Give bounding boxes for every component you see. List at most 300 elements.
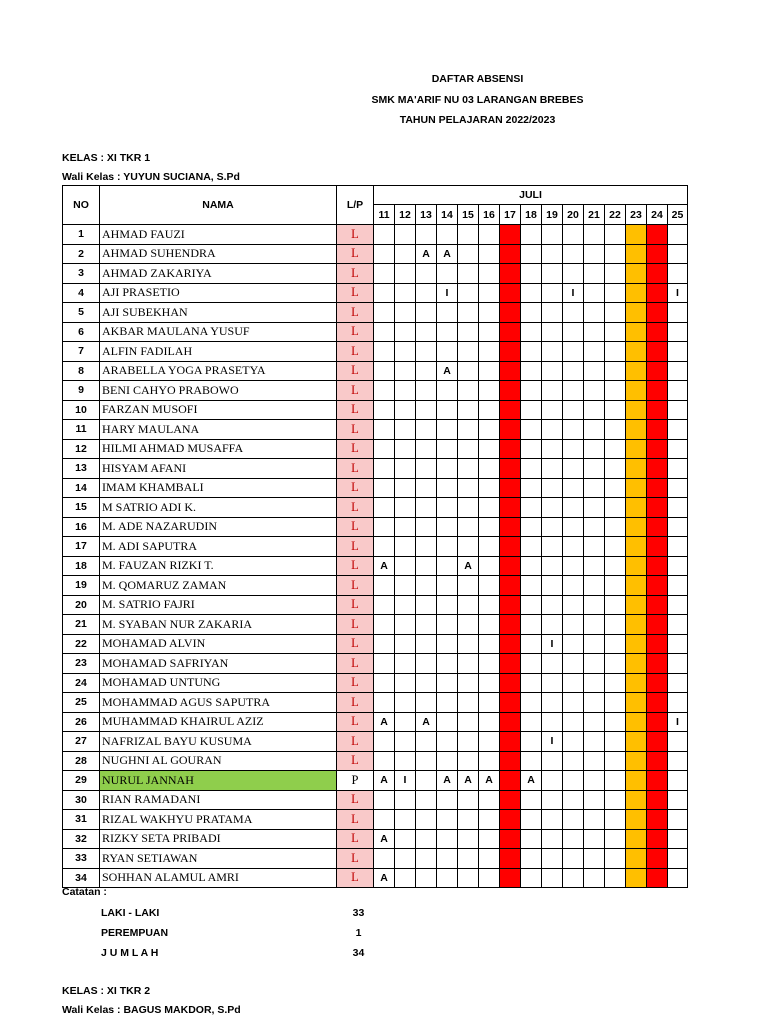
school-name: SMK MA'ARIF NU 03 LARANGAN BREBES — [371, 94, 584, 106]
row-number: 3 — [63, 264, 100, 284]
gender-cell: L — [337, 790, 374, 810]
row-number: 25 — [63, 693, 100, 713]
attendance-cell — [605, 459, 626, 479]
attendance-cell — [563, 322, 584, 342]
attendance-cell — [626, 810, 647, 830]
attendance-cell — [542, 576, 563, 596]
attendance-cell — [458, 654, 479, 674]
attendance-cell — [416, 634, 437, 654]
attendance-cell — [647, 517, 668, 537]
attendance-cell — [437, 849, 458, 869]
attendance-cell — [521, 264, 542, 284]
attendance-cell — [626, 342, 647, 362]
gender-cell: L — [337, 244, 374, 264]
attendance-cell — [374, 537, 395, 557]
attendance-cell — [605, 829, 626, 849]
attendance-cell — [626, 673, 647, 693]
attendance-cell — [437, 381, 458, 401]
attendance-cell — [563, 361, 584, 381]
attendance-cell — [542, 264, 563, 284]
attendance-cell — [605, 576, 626, 596]
attendance-cell — [584, 654, 605, 674]
attendance-cell — [395, 342, 416, 362]
attendance-cell — [584, 868, 605, 888]
attendance-cell — [626, 303, 647, 323]
attendance-cell — [479, 810, 500, 830]
attendance-cell — [521, 615, 542, 635]
table-row — [63, 244, 688, 264]
attendance-cell — [395, 595, 416, 615]
row-number: 13 — [63, 459, 100, 479]
class-label: KELAS : XI TKR 1 — [62, 152, 151, 164]
attendance-cell — [647, 634, 668, 654]
table-row — [63, 595, 688, 615]
attendance-cell — [668, 322, 688, 342]
row-number: 32 — [63, 829, 100, 849]
attendance-cell — [668, 868, 688, 888]
student-name: M. FAUZAN RIZKI T. — [100, 556, 337, 576]
day-header: 13 — [416, 205, 437, 225]
attendance-cell — [374, 381, 395, 401]
attendance-cell — [605, 634, 626, 654]
attendance-cell — [563, 556, 584, 576]
row-number: 28 — [63, 751, 100, 771]
gender-cell: L — [337, 829, 374, 849]
attendance-cell — [479, 517, 500, 537]
attendance-cell — [500, 420, 521, 440]
attendance-cell — [395, 576, 416, 596]
attendance-cell — [395, 537, 416, 557]
gender-cell: L — [337, 225, 374, 245]
row-number: 2 — [63, 244, 100, 264]
attendance-cell — [584, 673, 605, 693]
attendance-cell — [626, 439, 647, 459]
attendance-cell — [479, 634, 500, 654]
attendance-cell — [668, 751, 688, 771]
attendance-cell — [395, 361, 416, 381]
attendance-cell — [605, 868, 626, 888]
attendance-cell — [668, 849, 688, 869]
row-number: 5 — [63, 303, 100, 323]
attendance-cell — [542, 712, 563, 732]
attendance-cell — [458, 381, 479, 401]
attendance-cell — [542, 225, 563, 245]
attendance-cell — [437, 517, 458, 537]
attendance-cell — [668, 673, 688, 693]
attendance-cell — [395, 790, 416, 810]
attendance-cell — [500, 459, 521, 479]
attendance-cell — [521, 459, 542, 479]
attendance-cell — [521, 322, 542, 342]
attendance-cell — [626, 634, 647, 654]
summary-value: 34 — [352, 947, 365, 959]
attendance-cell — [416, 829, 437, 849]
attendance-cell — [563, 537, 584, 557]
attendance-cell — [416, 849, 437, 869]
attendance-cell — [647, 556, 668, 576]
student-name: RIZKY SETA PRIBADI — [100, 829, 337, 849]
attendance-cell — [479, 849, 500, 869]
attendance-cell — [563, 303, 584, 323]
attendance-cell — [479, 654, 500, 674]
student-name: MOHAMAD SAFRIYAN — [100, 654, 337, 674]
gender-cell: L — [337, 517, 374, 537]
attendance-cell — [542, 517, 563, 537]
table-row — [63, 693, 688, 713]
attendance-cell — [395, 751, 416, 771]
attendance-cell — [542, 322, 563, 342]
attendance-cell — [479, 439, 500, 459]
table-row — [63, 829, 688, 849]
attendance-cell — [521, 868, 542, 888]
attendance-cell — [647, 244, 668, 264]
attendance-cell — [374, 459, 395, 479]
attendance-cell — [605, 615, 626, 635]
attendance-cell — [395, 849, 416, 869]
attendance-cell — [626, 693, 647, 713]
attendance-cell — [416, 732, 437, 752]
student-name: NUGHNI AL GOURAN — [100, 751, 337, 771]
attendance-cell: I — [395, 771, 416, 791]
attendance-cell — [584, 712, 605, 732]
attendance-cell — [668, 400, 688, 420]
attendance-cell — [605, 283, 626, 303]
attendance-cell — [626, 361, 647, 381]
attendance-cell — [668, 595, 688, 615]
attendance-cell — [605, 322, 626, 342]
gender-cell: L — [337, 849, 374, 869]
day-header: 15 — [458, 205, 479, 225]
student-name: NAFRIZAL BAYU KUSUMA — [100, 732, 337, 752]
attendance-cell — [521, 283, 542, 303]
student-name: M. SYABAN NUR ZAKARIA — [100, 615, 337, 635]
attendance-cell — [647, 673, 668, 693]
attendance-cell — [416, 868, 437, 888]
table-row — [63, 303, 688, 323]
attendance-cell — [437, 342, 458, 362]
attendance-cell — [605, 439, 626, 459]
attendance-cell — [374, 615, 395, 635]
attendance-cell — [584, 283, 605, 303]
attendance-cell — [647, 361, 668, 381]
row-number: 17 — [63, 537, 100, 557]
attendance-cell — [584, 732, 605, 752]
table-row — [63, 556, 688, 576]
attendance-cell — [479, 342, 500, 362]
attendance-cell — [626, 322, 647, 342]
gender-cell: L — [337, 303, 374, 323]
attendance-cell — [521, 478, 542, 498]
attendance-cell — [395, 556, 416, 576]
attendance-cell — [374, 751, 395, 771]
attendance-cell — [605, 712, 626, 732]
attendance-cell — [542, 303, 563, 323]
attendance-cell — [500, 439, 521, 459]
attendance-cell — [416, 439, 437, 459]
attendance-cell — [668, 244, 688, 264]
attendance-cell — [647, 868, 668, 888]
attendance-cell — [395, 615, 416, 635]
attendance-cell — [647, 790, 668, 810]
attendance-cell — [542, 829, 563, 849]
attendance-cell — [668, 771, 688, 791]
attendance-cell — [416, 498, 437, 518]
table-row — [63, 771, 688, 791]
attendance-cell — [626, 498, 647, 518]
attendance-cell — [605, 654, 626, 674]
attendance-cell — [605, 303, 626, 323]
attendance-cell — [563, 849, 584, 869]
row-number: 27 — [63, 732, 100, 752]
student-name: RYAN SETIAWAN — [100, 849, 337, 869]
attendance-cell — [542, 537, 563, 557]
attendance-cell — [479, 400, 500, 420]
attendance-cell — [458, 459, 479, 479]
attendance-cell — [605, 244, 626, 264]
attendance-cell — [584, 771, 605, 791]
attendance-cell — [647, 303, 668, 323]
attendance-cell — [479, 868, 500, 888]
attendance-cell — [563, 654, 584, 674]
attendance-cell — [563, 478, 584, 498]
attendance-cell — [542, 244, 563, 264]
attendance-cell — [668, 517, 688, 537]
table-row — [63, 868, 688, 888]
row-number: 12 — [63, 439, 100, 459]
attendance-cell — [626, 868, 647, 888]
attendance-cell — [416, 556, 437, 576]
attendance-cell: A — [479, 771, 500, 791]
attendance-cell — [416, 595, 437, 615]
attendance-cell — [500, 478, 521, 498]
attendance-cell: I — [542, 732, 563, 752]
attendance-cell — [500, 576, 521, 596]
attendance-cell: A — [521, 771, 542, 791]
attendance-cell — [626, 264, 647, 284]
row-number: 18 — [63, 556, 100, 576]
attendance-cell — [500, 829, 521, 849]
day-header: 23 — [626, 205, 647, 225]
student-name: AJI PRASETIO — [100, 283, 337, 303]
attendance-cell — [416, 342, 437, 362]
attendance-cell — [374, 498, 395, 518]
attendance-cell — [626, 420, 647, 440]
attendance-cell — [395, 517, 416, 537]
student-name: M SATRIO ADI K. — [100, 498, 337, 518]
attendance-cell — [668, 264, 688, 284]
attendance-cell — [605, 420, 626, 440]
attendance-cell — [605, 498, 626, 518]
attendance-cell — [437, 439, 458, 459]
day-header: 18 — [521, 205, 542, 225]
attendance-cell: I — [563, 283, 584, 303]
attendance-cell — [521, 595, 542, 615]
attendance-cell — [500, 400, 521, 420]
attendance-cell — [395, 225, 416, 245]
attendance-cell — [542, 556, 563, 576]
attendance-cell — [500, 751, 521, 771]
attendance-cell — [521, 342, 542, 362]
attendance-cell — [500, 283, 521, 303]
attendance-cell — [668, 576, 688, 596]
attendance-cell — [647, 810, 668, 830]
attendance-cell — [605, 537, 626, 557]
month-header: JULI — [374, 186, 688, 205]
attendance-cell — [542, 693, 563, 713]
attendance-cell — [584, 361, 605, 381]
attendance-cell — [437, 751, 458, 771]
attendance-cell — [605, 810, 626, 830]
attendance-cell — [647, 283, 668, 303]
attendance-cell — [500, 693, 521, 713]
attendance-cell — [374, 576, 395, 596]
attendance-cell — [647, 459, 668, 479]
attendance-cell — [668, 498, 688, 518]
table-row — [63, 849, 688, 869]
attendance-cell — [458, 225, 479, 245]
attendance-cell — [605, 751, 626, 771]
attendance-cell — [437, 303, 458, 323]
student-name: MUHAMMAD KHAIRUL AZIZ — [100, 712, 337, 732]
gender-cell: L — [337, 498, 374, 518]
attendance-table — [62, 185, 688, 888]
attendance-cell — [374, 420, 395, 440]
attendance-cell — [521, 556, 542, 576]
attendance-cell — [500, 712, 521, 732]
day-header: 21 — [584, 205, 605, 225]
attendance-cell — [521, 790, 542, 810]
attendance-cell — [668, 810, 688, 830]
attendance-cell — [647, 537, 668, 557]
attendance-cell — [437, 810, 458, 830]
attendance-cell — [479, 498, 500, 518]
attendance-cell — [374, 283, 395, 303]
attendance-cell — [479, 283, 500, 303]
attendance-cell — [458, 810, 479, 830]
attendance-cell: A — [416, 244, 437, 264]
doc-title: DAFTAR ABSENSI — [431, 73, 524, 85]
attendance-cell — [521, 439, 542, 459]
row-number: 1 — [63, 225, 100, 245]
attendance-cell — [479, 732, 500, 752]
attendance-cell — [437, 420, 458, 440]
attendance-cell — [395, 439, 416, 459]
attendance-cell — [521, 810, 542, 830]
attendance-cell — [458, 693, 479, 713]
attendance-cell — [647, 225, 668, 245]
attendance-cell — [437, 225, 458, 245]
attendance-cell — [500, 615, 521, 635]
attendance-cell — [458, 517, 479, 537]
attendance-cell — [500, 849, 521, 869]
attendance-cell — [584, 225, 605, 245]
attendance-cell — [542, 790, 563, 810]
day-header: 11 — [374, 205, 395, 225]
attendance-cell — [542, 439, 563, 459]
attendance-cell — [374, 732, 395, 752]
row-number: 31 — [63, 810, 100, 830]
row-number: 21 — [63, 615, 100, 635]
table-row — [63, 517, 688, 537]
gender-cell: L — [337, 439, 374, 459]
attendance-cell — [521, 361, 542, 381]
attendance-cell — [416, 400, 437, 420]
attendance-cell — [458, 264, 479, 284]
attendance-cell — [584, 693, 605, 713]
gender-cell: L — [337, 810, 374, 830]
gender-cell: L — [337, 264, 374, 284]
attendance-cell — [668, 654, 688, 674]
attendance-cell — [479, 361, 500, 381]
attendance-cell — [521, 498, 542, 518]
attendance-cell — [563, 732, 584, 752]
attendance-cell — [500, 868, 521, 888]
attendance-cell — [458, 673, 479, 693]
attendance-cell — [437, 576, 458, 596]
attendance-cell — [521, 244, 542, 264]
attendance-cell — [437, 829, 458, 849]
attendance-cell — [584, 381, 605, 401]
attendance-cell — [395, 381, 416, 401]
attendance-cell — [542, 868, 563, 888]
attendance-cell — [458, 361, 479, 381]
attendance-cell — [500, 303, 521, 323]
attendance-cell — [626, 478, 647, 498]
gender-cell: L — [337, 595, 374, 615]
student-name: RIZAL WAKHYU PRATAMA — [100, 810, 337, 830]
row-number: 4 — [63, 283, 100, 303]
table-row — [63, 712, 688, 732]
attendance-cell — [647, 732, 668, 752]
day-header: 22 — [605, 205, 626, 225]
gender-cell: L — [337, 751, 374, 771]
attendance-cell — [542, 400, 563, 420]
attendance-cell — [605, 225, 626, 245]
row-number: 29 — [63, 771, 100, 791]
attendance-cell — [584, 790, 605, 810]
attendance-cell — [416, 420, 437, 440]
attendance-cell — [479, 420, 500, 440]
attendance-cell — [416, 478, 437, 498]
attendance-cell — [626, 517, 647, 537]
table-row — [63, 810, 688, 830]
attendance-cell — [626, 849, 647, 869]
attendance-cell — [605, 517, 626, 537]
attendance-cell: A — [374, 771, 395, 791]
attendance-cell — [626, 381, 647, 401]
student-name: AKBAR MAULANA YUSUF — [100, 322, 337, 342]
attendance-cell — [584, 322, 605, 342]
gender-cell: L — [337, 381, 374, 401]
row-number: 24 — [63, 673, 100, 693]
gender-cell: L — [337, 322, 374, 342]
attendance-cell — [563, 712, 584, 732]
attendance-cell — [647, 771, 668, 791]
attendance-cell — [458, 868, 479, 888]
attendance-cell — [605, 556, 626, 576]
attendance-cell — [521, 849, 542, 869]
student-name: HISYAM AFANI — [100, 459, 337, 479]
attendance-cell — [500, 361, 521, 381]
table-row — [63, 400, 688, 420]
attendance-cell — [563, 810, 584, 830]
student-name: RIAN RAMADANI — [100, 790, 337, 810]
attendance-cell — [668, 420, 688, 440]
attendance-cell — [668, 615, 688, 635]
row-number: 30 — [63, 790, 100, 810]
attendance-cell — [395, 829, 416, 849]
table-row — [63, 732, 688, 752]
